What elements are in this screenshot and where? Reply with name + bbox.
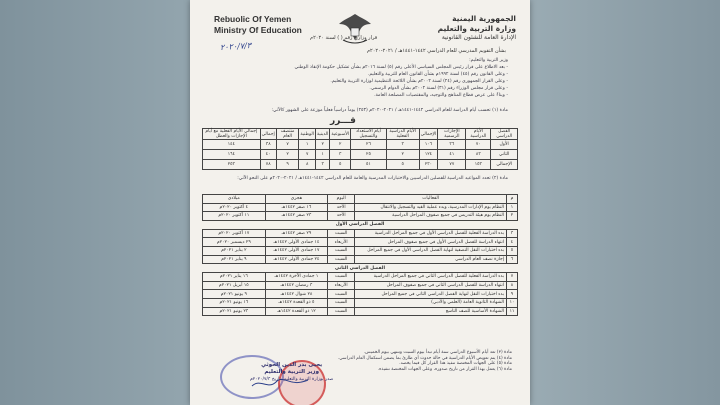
table-cell: السبت — [328, 273, 355, 282]
table-cell: ٢٩ صفر ١٤٤٢هـ — [265, 229, 328, 238]
table-header-cell: الفعاليات — [355, 195, 507, 204]
table-cell: ٢٣٠ — [419, 160, 438, 170]
table-cell: ١١ — [507, 307, 518, 316]
table-cell: ٧ — [507, 273, 518, 282]
document-page — [190, 0, 530, 405]
table-cell: ٢٩ ديسمبر ٢٠٢٠م — [203, 238, 266, 247]
table-cell: ٢٣ صفر ١٤٤٢هـ — [265, 212, 328, 221]
article-2: مادة (٢) تحدد المواعيد الدراسية للفصلين الدراسيين والاختبارات المدرسية والعامة للعام الدراسي ١٤٤٢-١٤٤١هـ / ٢٠٢١-٢٠٢٠م على النحو الآتي: — [237, 176, 508, 181]
decision-title: قـــرر — [330, 116, 356, 126]
table-cell: ٢ يناير ٢٠٢١م — [203, 246, 266, 255]
table-header-cell: إجمالي — [260, 129, 276, 140]
table-cell: ١٤٤ — [203, 140, 261, 150]
table-cell: ١٥ أبريل ٢٠٢١م — [203, 281, 266, 290]
preamble-line: - وعلى القانون رقم (٤٥) لسنة ١٩٩٢م بشأن القانون العام للتربية والتعليم. — [367, 72, 508, 77]
table-cell: السبت — [328, 290, 355, 299]
table-cell: ١٦ صفر ١٤٤٢هـ — [265, 203, 328, 212]
table-cell: بدء الدراسة الفعلية للفصل الدراسي الأول في جميع المراحل الدراسية — [355, 229, 507, 238]
handwritten-date: ٢٠٢٠/٧/٣ — [219, 40, 252, 53]
table-row — [203, 255, 518, 264]
table-cell: ١ — [299, 140, 316, 150]
table-cell: ٤ — [507, 238, 518, 247]
signature-block — [250, 362, 333, 383]
table-cell: انتهاء الدراسة للفصل الدراسي الثاني في جميع صفوف المراحل — [355, 281, 507, 290]
table-cell: ٨ — [507, 281, 518, 290]
english-country: Rebuolic Of Yemen — [214, 14, 292, 24]
minister-title: وزير التربية والتعليم — [264, 369, 320, 375]
table-cell: ١٠٦ — [419, 140, 438, 150]
table-cell: ١٧ جمادى الأولى ١٤٤٢هـ — [265, 246, 328, 255]
table-cell: ١ — [507, 203, 518, 212]
table-cell: ١٠ — [507, 298, 518, 307]
table-row — [203, 150, 518, 160]
table-cell: ١١ أكتوبر ٢٠٢٠م — [203, 212, 266, 221]
table-cell: ٤٠ — [260, 150, 276, 160]
table-cell: السبت — [328, 255, 355, 264]
table-cell: الأحد — [328, 203, 355, 212]
table-cell: ٣ — [507, 229, 518, 238]
minister-name: يحيى بدر الدين الحوثي — [261, 362, 323, 368]
table-cell: بدء الدراسة الفعلية للفصل الدراسي الثاني في جميع المراحل الدراسية — [355, 273, 507, 282]
table-header-cell: الأسبوعية — [330, 129, 351, 140]
table-cell: ٧ — [276, 140, 299, 150]
article-line: مادة (٦) يعمل بهذا القرار من تاريخ صدوره، وعلى الجهات المختصة تنفيذه. — [377, 366, 512, 372]
arabic-ministry: وزارة التربية والتعليم — [437, 23, 516, 33]
table-header-cell: اليوم — [328, 195, 355, 204]
table-cell: ٩ — [507, 290, 518, 299]
preamble-line: وزير التربية والتعليم: — [469, 58, 508, 63]
school-days-table — [202, 128, 518, 170]
background-right — [530, 0, 720, 405]
table-cell: ١٥٣ — [466, 160, 491, 170]
table-cell: ٥ — [507, 246, 518, 255]
table-cell: ٩ — [276, 160, 299, 170]
table-cell: ١٧ أكتوبر ٢٠٢٠م — [203, 229, 266, 238]
table-cell: النظام يوم هيئة التدريس في جميع صفوف المراحل الدراسية — [355, 212, 507, 221]
table-header-cell: ميلادي — [203, 195, 266, 204]
table-cell: ٧ — [299, 150, 316, 160]
table-header-cell: الأيام الدراسية — [466, 129, 491, 140]
arabic-letterhead — [438, 14, 516, 43]
table-cell: الثاني — [491, 150, 518, 160]
table-header-cell: الفصل الدراسي — [491, 129, 518, 140]
table-header-row — [203, 129, 518, 140]
table-cell: الأحد — [328, 212, 355, 221]
table-cell: ٣ — [330, 150, 351, 160]
section-row — [203, 220, 518, 229]
table-cell: ٢٥ — [351, 150, 387, 160]
table-row — [203, 140, 518, 150]
table-cell: ٣ — [386, 140, 419, 150]
table-cell: الشهادة الثانوية العامة (العلمي والأدبي) — [355, 298, 507, 307]
table-cell: ٥١ — [351, 160, 387, 170]
table-header-cell: أيام الاستعداد والتسجيل — [351, 129, 387, 140]
table-header-row — [203, 195, 518, 204]
table-cell: ٨٣ — [466, 150, 491, 160]
table-cell: ٧٨ — [260, 160, 276, 170]
table-cell: ٣ — [316, 160, 330, 170]
table-cell: ٣٦ — [438, 140, 466, 150]
arabic-country: الجمهورية اليمنية — [452, 14, 516, 23]
table-cell: ٥ ذو القعدة ١٤٤٢هـ — [265, 298, 328, 307]
table-cell: ١٦ يونيو ٢٠٢١م — [203, 298, 266, 307]
table-cell: ٨ — [299, 160, 316, 170]
table-cell: ٢ — [276, 150, 299, 160]
table-header-cell: الإجازات الرسمية — [438, 129, 466, 140]
table-cell: بدء اختبارات النقل النصفية لنهاية الفصل الدراسي الأول في جميع المراحل — [355, 246, 507, 255]
table-row — [203, 160, 518, 170]
table-cell: ١٦٤ — [203, 150, 261, 160]
table-cell: ٢٦ — [351, 140, 387, 150]
table-cell: بدء اختبارات النقل لنهاية الفصل الدراسي الثاني في جميع المراحل — [355, 290, 507, 299]
decree-reference: قرار وزاري رقم ( ) لسنة ٢٠٢٠م — [310, 35, 378, 41]
article-1: مادة (١) تحسب أيام الدراسة للعام الدراسي ١٤٤٢-١٤٤١هـ / ٢٠٢١-٢٠٢٠م (٢٥٣) يوماً دراسياً فعلياً موزعة على الشهور كالآتي: — [271, 108, 508, 113]
table-cell: الشهادة الأساسية للصف التاسع — [355, 307, 507, 316]
table-cell: ٣٨ — [260, 140, 276, 150]
table-cell: ١ جمادى الآخرة ١٤٤٢هـ — [265, 273, 328, 282]
english-letterhead — [214, 14, 302, 36]
table-cell: ٥ — [330, 160, 351, 170]
table-cell: الإجمالي — [491, 160, 518, 170]
table-cell: الأربعاء — [328, 238, 355, 247]
table-row — [203, 246, 518, 255]
table-cell: ٤ أكتوبر ٢٠٢٠م — [203, 203, 266, 212]
table-cell: ١٦ يناير ٢٠٢١م — [203, 273, 266, 282]
table-row — [203, 273, 518, 282]
table-cell: السبت — [328, 229, 355, 238]
table-header-cell: إجمالي الأيام الفعلية مع أيام الإجازات والعطل — [203, 129, 261, 140]
table-cell: ٦ — [507, 255, 518, 264]
table-cell: ١ — [316, 150, 330, 160]
table-row — [203, 307, 518, 316]
table-cell: السبت — [328, 298, 355, 307]
table-cell: ٢٤ جمادى الأولى ١٤٤٢هـ — [265, 255, 328, 264]
background-left — [0, 0, 190, 405]
preamble-line: - وبناءً على عرض قطاع المناهج والتوجيه، والمقتضيات المصلحة العامة. — [374, 93, 508, 98]
table-row — [203, 298, 518, 307]
table-cell: إجازة نصف العام الدراسي — [355, 255, 507, 264]
table-cell: ٢٥٣ — [203, 160, 261, 170]
table-cell: ١٢٤ — [419, 150, 438, 160]
table-header-cell: منتصف العام — [276, 129, 299, 140]
table-header-cell: الأيام الدراسية الفعلية — [386, 129, 419, 140]
preamble-line: - وعلى القرار الجمهوري رقم (٢٤) لسنة ٢٠٠٢م بشأن اللائحة التنظيمية لوزارة التربية والتعليم. — [330, 79, 508, 84]
article-line: مادة (٣) تعد أيام الأسبوع الدراسي ستة أيام تبدأ بيوم السبت وتنتهي بيوم الخميس. — [363, 350, 512, 355]
table-cell: انتهاء الدراسة للفصل الدراسي الأول في جميع صفوف المراحل — [355, 238, 507, 247]
section-row — [203, 264, 518, 273]
table-cell: ٢ — [330, 140, 351, 150]
decree-subject: بشأن التقويم المدرسي للعام الدراسي ١٤٤٢-١٤٤١هـ / ٢٠٢١-٢٠٢٠م — [366, 48, 506, 54]
table-cell: ٢ — [316, 140, 330, 150]
section-title: الفصل الدراسي الثاني — [203, 264, 518, 273]
table-header-cell: الوطنية — [299, 129, 316, 140]
table-cell: ٢ — [507, 212, 518, 221]
table-header-cell: م — [507, 195, 518, 204]
table-header-cell: هجري — [265, 195, 328, 204]
table-row — [203, 203, 518, 212]
table-cell: الأربعاء — [328, 281, 355, 290]
english-ministry: Ministry Of Education — [214, 25, 302, 35]
table-cell: ٩ يناير ٢٠٢١م — [203, 255, 266, 264]
preamble-line: - بعد الاطلاع على قرار رئيس المجلس السياسي الأعلى رقم (٥) لسنة ٢٠١٦م بشأن تشكيل حكومة الإنقاذ الوطني — [294, 65, 508, 70]
table-row — [203, 212, 518, 221]
table-cell: ٧٠ — [466, 140, 491, 150]
table-header-cell: الإجمالي — [419, 129, 438, 140]
table-cell: ٥ — [386, 160, 419, 170]
table-cell: ٧٧ — [438, 160, 466, 170]
table-cell: السبت — [328, 246, 355, 255]
article-line: مادة (٥) على الجهات المختصة تنفيذ هذا القرار كل فيما يخصه. — [399, 361, 512, 367]
table-cell: ٢٣ يونيو ٢٠٢١م — [203, 307, 266, 316]
table-row — [203, 238, 518, 247]
table-cell: ١٢ ذو القعدة ١٤٤٢هـ — [265, 307, 328, 316]
table-row — [203, 281, 518, 290]
article-line: مادة (٤) يتم تعويض الأيام الدراسية في حالة حدوث أي طارئ بما يضمن استكمال العام الدراسي. — [337, 355, 512, 361]
preamble-line: - وعلى قرار مجلس الوزراء رقم (٣١) لسنة ٢٠٠٢م بشأن الدوام الرسمي. — [369, 86, 508, 91]
table-row — [203, 229, 518, 238]
issue-date: صدر بوزارة التربية والتعليم بتاريخ ٢٠٢٠/٧/٣م — [250, 377, 334, 382]
table-cell: ٤١ — [438, 150, 466, 160]
table-cell: ٢ — [386, 150, 419, 160]
table-row — [203, 290, 518, 299]
school-calendar-table — [202, 194, 518, 316]
table-cell: النظام يوم الإدارات المدرسية، وبدء عملية القيد والتسجيل والانتقال — [355, 203, 507, 212]
table-header-cell: الدينية — [316, 129, 330, 140]
table-cell: ٢٨ شوال ١٤٤٢هـ — [265, 290, 328, 299]
table-cell: السبت — [328, 307, 355, 316]
table-cell: ١٤ جمادى الأولى ١٤٤٢هـ — [265, 238, 328, 247]
section-title: الفصل الدراسي الأول — [203, 220, 518, 229]
table-cell: ٩ يونيو ٢٠٢١م — [203, 290, 266, 299]
table-cell: الأول — [491, 140, 518, 150]
table-cell: ٣ رمضان ١٤٤٢هـ — [265, 281, 328, 290]
arabic-department: الإدارة العامة للشئون القانونية — [441, 34, 516, 41]
